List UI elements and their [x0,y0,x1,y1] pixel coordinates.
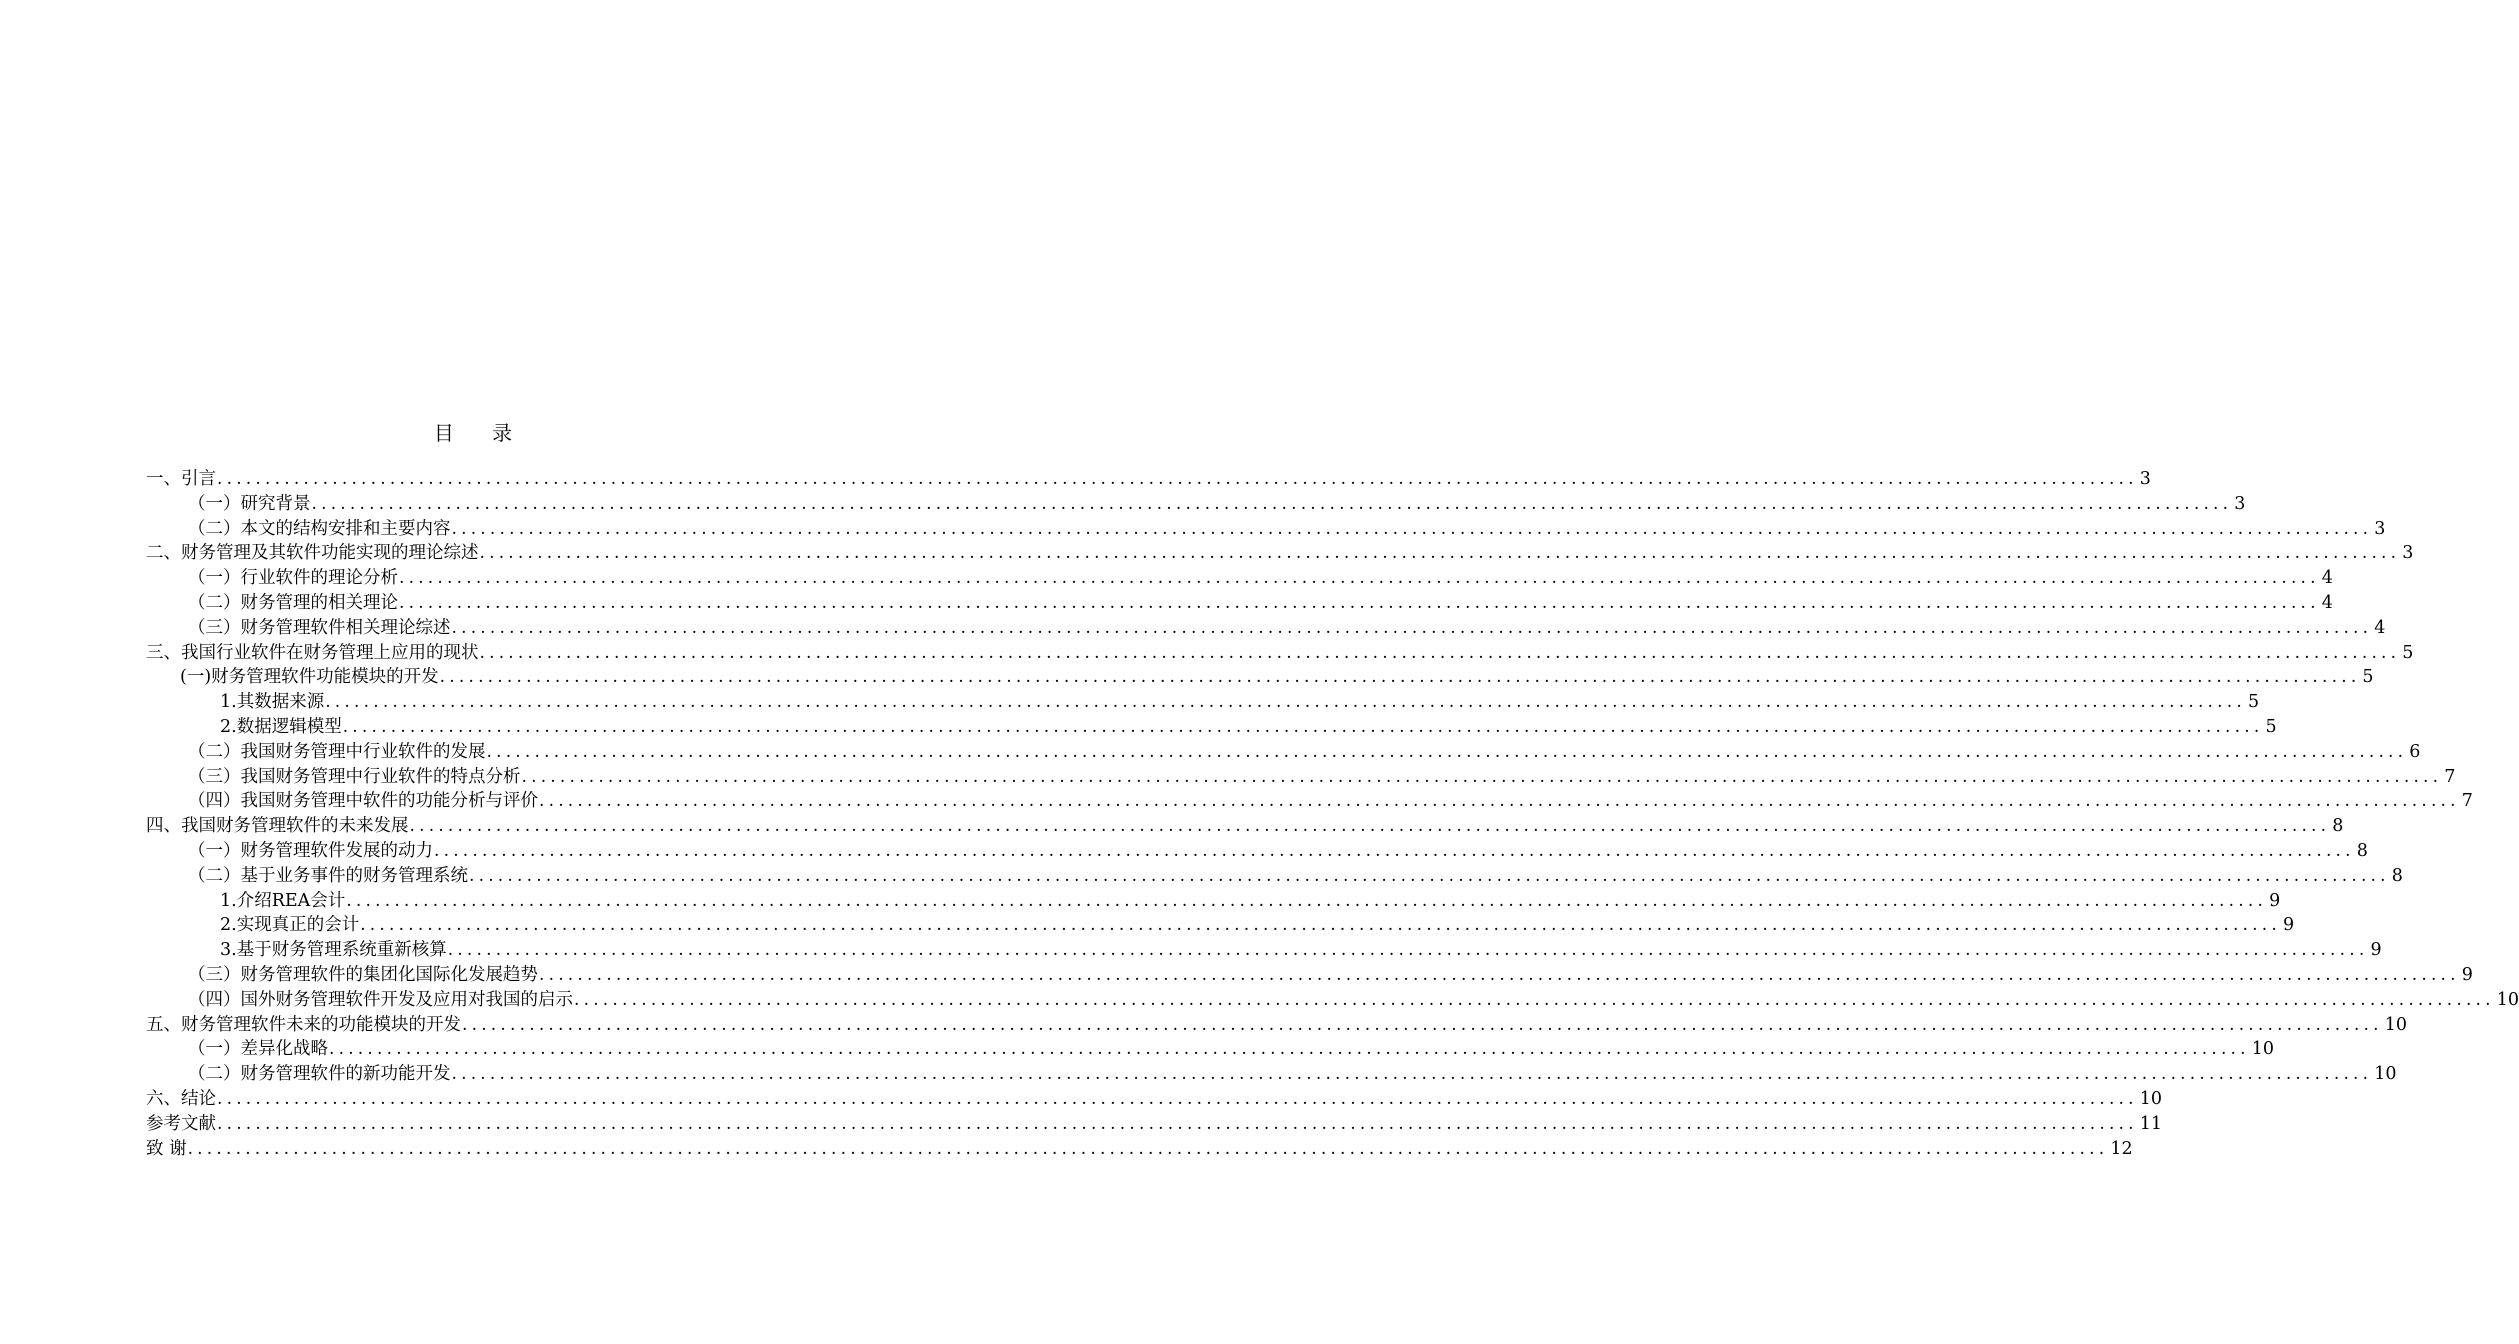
toc-leader-dots: ........................................................................................................................................................................................................ [521,766,2443,787]
toc-entry[interactable] [146,765,2456,790]
toc-entry[interactable] [146,1137,2133,1162]
toc-entry[interactable] [146,1037,2275,1062]
toc-entry-page: 9 [2461,964,2473,985]
toc-leader-dots: ........................................................................................................................................................................................................ [539,791,2460,812]
toc-leader-dots: ........................................................................................................................................................................................................ [217,1088,2138,1109]
toc-entry-title: 2.数据逻辑模型 [220,716,342,737]
toc-entry[interactable] [146,889,2281,914]
toc-entry[interactable] [146,963,2473,988]
toc-leader-dots: ........................................................................................................................................................................................................ [479,642,2401,663]
toc-entry-title: （一）差异化战略 [188,1039,328,1060]
toc-entry-title: （四）国外财务管理软件开发及应用对我国的启示 [188,989,573,1010]
toc-entry-page: 3 [2402,543,2414,564]
toc-entry-title: （二）基于业务事件的财务管理系统 [188,865,468,886]
toc-entry-page: 3 [2139,469,2151,489]
toc-entry-title: （二）本文的结构安排和主要内容 [188,518,451,539]
toc-entry-title: 二、财务管理及其软件功能实现的理论综述 [146,543,479,564]
toc-entry-page: 4 [2374,617,2386,638]
toc-entry-title: 1.介绍REA会计 [220,890,346,911]
toc-entry-title: 参考文献 [146,1113,216,1134]
toc-entry[interactable] [146,517,2386,542]
toc-entry-title: 三、我国行业软件在财务管理上应用的现状 [146,642,479,663]
toc-entry-title: 1.其数据来源 [220,692,325,713]
toc-entry-page: 5 [2362,667,2374,688]
toc-entry[interactable] [146,988,2519,1013]
toc-entry[interactable] [146,566,2333,591]
toc-leader-dots: ........................................................................................................................................................................................................ [469,865,2390,886]
toc-entry[interactable] [146,492,2246,517]
toc-entry[interactable] [146,616,2386,641]
toc-entry-title: 一、引言 [146,469,216,489]
toc-entry-title: （三）财务管理软件的集团化国际化发展趋势 [188,964,538,985]
toc-entry-page: 10 [2384,1014,2408,1035]
toc-leader-dots: ........................................................................................................................................................................................................ [399,592,2320,613]
toc-entry[interactable] [146,1112,2163,1137]
toc-leader-dots: ........................................................................................................................................................................................................ [325,692,2246,713]
toc-entry[interactable] [146,591,2333,616]
toc-entry[interactable] [146,814,2344,839]
toc-entry-page: 10 [2496,989,2519,1010]
toc-leader-dots: ........................................................................................................................................................................................................ [346,890,2268,911]
toc-entry-page: 10 [2139,1088,2163,1109]
toc-entry[interactable] [146,1087,2163,1112]
table-of-contents [146,467,2519,1161]
toc-entry-title: 致 谢 [146,1138,187,1159]
toc-entry-page: 8 [2356,840,2368,861]
toc-leader-dots: ........................................................................................................................................................................................................ [329,1039,2250,1060]
toc-leader-dots: ........................................................................................................................................................................................................ [439,667,2361,688]
toc-leader-dots: ........................................................................................................................................................................................................ [539,964,2460,985]
toc-leader-dots: ........................................................................................................................................................................................................ [360,915,2281,936]
toc-leader-dots: ........................................................................................................................................................................................................ [451,518,2373,539]
toc-entry[interactable] [146,665,2374,690]
toc-entry[interactable] [146,690,2260,715]
toc-leader-dots: ........................................................................................................................................................................................................ [574,989,2495,1010]
toc-entry-page: 6 [2409,741,2421,762]
toc-entry[interactable] [146,839,2368,864]
toc-entry[interactable] [146,715,2277,740]
toc-title: 目 录 [433,421,529,445]
toc-leader-dots: ........................................................................................................................................................................................................ [479,543,2401,564]
toc-entry-page: 4 [2321,592,2333,613]
toc-entry-page: 9 [2282,915,2295,936]
toc-entry-page: 5 [2247,692,2260,713]
toc-leader-dots: ........................................................................................................................................................................................................ [217,469,2138,489]
toc-entry-page: 3 [2234,493,2246,514]
toc-entry[interactable] [146,938,2382,963]
toc-leader-dots: ........................................................................................................................................................................................................ [409,816,2331,837]
toc-entry[interactable] [146,541,2414,566]
toc-entry-title: （一）行业软件的理论分析 [188,568,398,589]
toc-leader-dots: ........................................................................................................................................................................................................ [399,568,2320,589]
toc-entry[interactable] [146,913,2295,938]
toc-entry-page: 8 [2332,816,2344,837]
toc-leader-dots: ........................................................................................................................................................................................................ [451,617,2373,638]
toc-entry-page: 7 [2444,766,2456,787]
toc-leader-dots: ........................................................................................................................................................................................................ [451,1064,2373,1085]
toc-entry[interactable] [146,641,2414,666]
toc-leader-dots: ........................................................................................................................................................................................................ [217,1113,2138,1134]
toc-entry-title: （二）我国财务管理中行业软件的发展 [188,741,486,762]
toc-entry-page: 12 [2110,1138,2133,1159]
toc-entry-page: 10 [2251,1039,2275,1060]
toc-entry-title: 五、财务管理软件未来的功能模块的开发 [146,1014,461,1035]
toc-entry[interactable] [146,1013,2408,1038]
toc-leader-dots: ........................................................................................................................................................................................................ [434,840,2355,861]
toc-entry-title: （三）财务管理软件相关理论综述 [188,617,451,638]
toc-entry-page: 11 [2139,1113,2163,1134]
toc-leader-dots: ........................................................................................................................................................................................................ [187,1138,2109,1159]
toc-entry[interactable] [146,740,2421,765]
toc-entry-title: （三）我国财务管理中行业软件的特点分析 [188,766,521,787]
toc-entry-title: （一）财务管理软件发展的动力 [188,840,433,861]
toc-entry[interactable] [146,1062,2397,1087]
toc-entry-title: 六、结论 [146,1088,216,1109]
toc-entry-title: (一)财务管理软件功能模块的开发 [180,667,439,688]
toc-entry[interactable] [146,864,2403,889]
toc-leader-dots: ........................................................................................................................................................................................................ [486,741,2408,762]
toc-entry-page: 9 [2269,890,2281,911]
toc-entry-page: 10 [2374,1064,2397,1085]
toc-leader-dots: ........................................................................................................................................................................................................ [447,940,2369,961]
toc-leader-dots: ........................................................................................................................................................................................................ [462,1014,2383,1035]
toc-entry-title: 3.基于财务管理系统重新核算 [220,940,447,961]
toc-entry-title: 四、我国财务管理软件的未来发展 [146,816,409,837]
toc-entry-page: 3 [2374,518,2386,539]
toc-entry[interactable] [146,467,2151,492]
toc-entry-title: 2.实现真正的会计 [220,915,360,936]
toc-entry-title: （一）研究背景 [188,493,311,514]
toc-entry-title: （二）财务管理软件的新功能开发 [188,1064,451,1085]
toc-leader-dots: ........................................................................................................................................................................................................ [311,493,2233,514]
toc-entry-title: （四）我国财务管理中软件的功能分析与评价 [188,791,538,812]
toc-entry-page: 5 [2265,716,2277,737]
toc-entry[interactable] [146,789,2473,814]
toc-entry-title: （二）财务管理的相关理论 [188,592,398,613]
toc-entry-page: 9 [2370,940,2382,961]
toc-entry-page: 7 [2461,791,2473,812]
toc-leader-dots: ........................................................................................................................................................................................................ [342,716,2264,737]
toc-entry-page: 8 [2391,865,2403,886]
toc-entry-page: 5 [2402,642,2414,663]
toc-entry-page: 4 [2321,568,2333,589]
